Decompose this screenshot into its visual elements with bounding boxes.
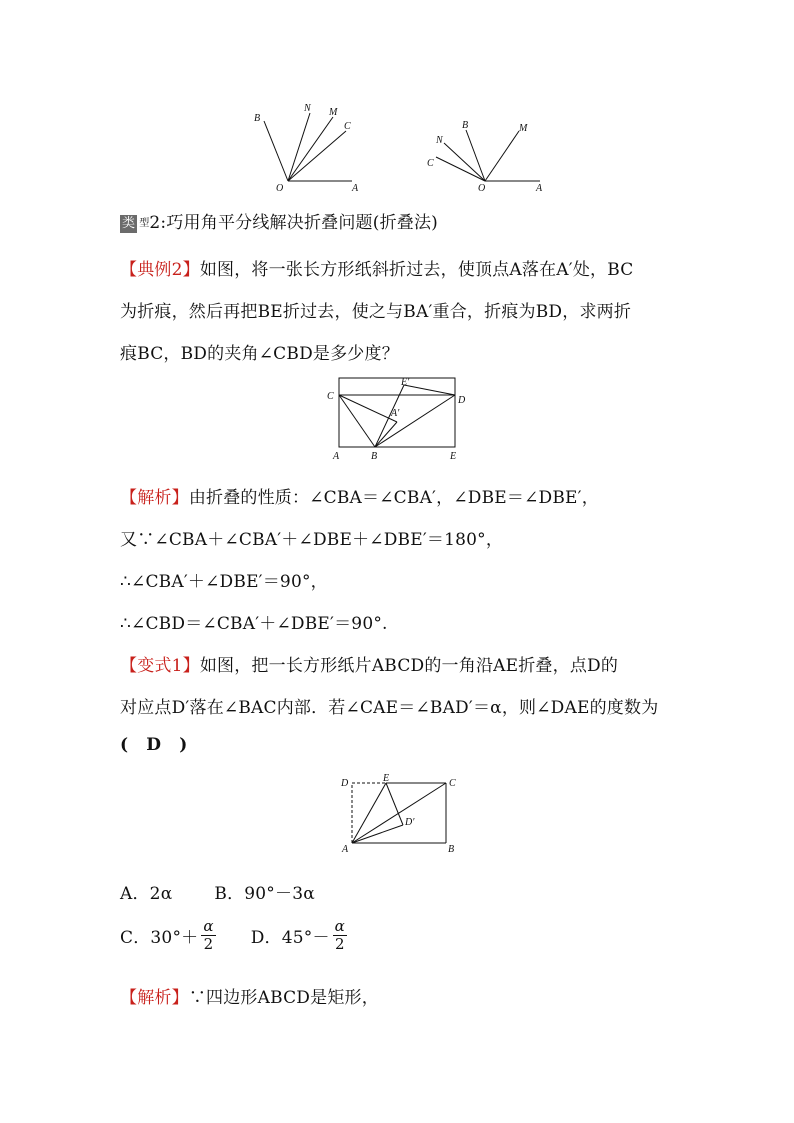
label-C: C xyxy=(427,158,434,169)
angle-figure xyxy=(240,95,560,200)
label-O: O xyxy=(478,183,486,194)
type-badge-sup: 型 xyxy=(139,218,150,229)
variant1-answer xyxy=(120,735,187,755)
option-d-numerator: α xyxy=(334,917,345,935)
variant1-line2: 对应点D′落在∠BAC内部．若∠CAE＝∠BAD′＝α，则∠DAE的度数为 xyxy=(120,698,659,718)
type-badge: 类 xyxy=(122,216,136,231)
label-E-prime: E′ xyxy=(401,377,410,388)
solution1-line2: 又∵∠CBA＋∠CBA′＋∠DBE＋∠DBE′＝180°， xyxy=(120,530,504,550)
label-E: E xyxy=(383,773,390,784)
label-M: M xyxy=(329,107,338,118)
option-d-denominator: 2 xyxy=(334,935,345,953)
label-D: D xyxy=(341,778,349,789)
example2-line3: 痕BC，BD的夹角∠CBD是多少度？ xyxy=(120,344,399,364)
option-d-fraction xyxy=(333,918,347,953)
label-D: D xyxy=(458,395,466,406)
solution1-line1 xyxy=(120,483,599,508)
answer-open-paren: ( xyxy=(120,735,129,755)
solution1-tag: 【解析】 xyxy=(120,488,189,508)
options-row-2 xyxy=(120,918,350,953)
example2-line2: 为折痕，然后再把BE折过去，使之与BA′重合，折痕为BD，求两折 xyxy=(120,302,632,322)
solution2-text: ∵四边形ABCD是矩形， xyxy=(188,988,379,1008)
section-title: 2:巧用角平分线解决折叠问题(折叠法) xyxy=(149,213,439,233)
label-A-prime: A′ xyxy=(391,408,400,419)
label-A: A xyxy=(352,183,359,194)
answer-letter: D xyxy=(146,735,162,755)
rectangle-fold-figure xyxy=(335,772,465,857)
option-a: A．2α xyxy=(120,884,173,904)
label-B: B xyxy=(254,113,261,124)
section-heading xyxy=(120,208,438,233)
label-B: B xyxy=(448,844,455,855)
solution1-text1: 由折叠的性质：∠CBA＝∠CBA′，∠DBE＝∠DBE′， xyxy=(188,488,599,508)
label-N: N xyxy=(436,135,443,146)
solution1-line3: ∴∠CBA′＋∠DBE′＝90°， xyxy=(120,572,328,592)
options-row-1 xyxy=(120,879,315,904)
option-b: B．90°－3α xyxy=(214,884,315,904)
label-E: E xyxy=(450,451,457,462)
label-C: C xyxy=(344,121,351,132)
example2-text1: 如图，将一张长方形纸斜折过去，使顶点A落在A′处，BC xyxy=(199,260,634,280)
option-c-denominator: 2 xyxy=(203,935,214,953)
solution1-line4: ∴∠CBD＝∠CBA′＋∠DBE′＝90°. xyxy=(120,614,388,634)
variant1-tag: 【变式1】 xyxy=(120,656,200,676)
option-d-prefix: D．45°－ xyxy=(250,928,330,948)
label-M: M xyxy=(519,123,528,134)
variant1-line1 xyxy=(120,651,618,676)
label-B: B xyxy=(371,451,378,462)
answer-close-paren: ) xyxy=(179,735,188,755)
option-c-fraction xyxy=(201,918,215,953)
option-c-prefix: C．30°＋ xyxy=(120,928,199,948)
label-C: C xyxy=(327,391,334,402)
label-C: C xyxy=(449,778,456,789)
label-B: B xyxy=(462,120,469,131)
example2-tag: 【典例2】 xyxy=(120,260,200,280)
label-A: A xyxy=(536,183,543,194)
solution2-line1 xyxy=(120,983,379,1008)
label-N: N xyxy=(304,103,311,114)
label-D-prime: D′ xyxy=(405,817,415,828)
label-O: O xyxy=(276,183,284,194)
solution2-tag: 【解析】 xyxy=(120,988,189,1008)
label-A: A xyxy=(333,451,340,462)
example2-line1 xyxy=(120,255,633,280)
label-A: A xyxy=(342,844,349,855)
variant1-text1: 如图，把一长方形纸片ABCD的一角沿AE折叠，点D的 xyxy=(199,656,619,676)
option-c-numerator: α xyxy=(203,917,214,935)
fold-figure xyxy=(325,373,470,465)
